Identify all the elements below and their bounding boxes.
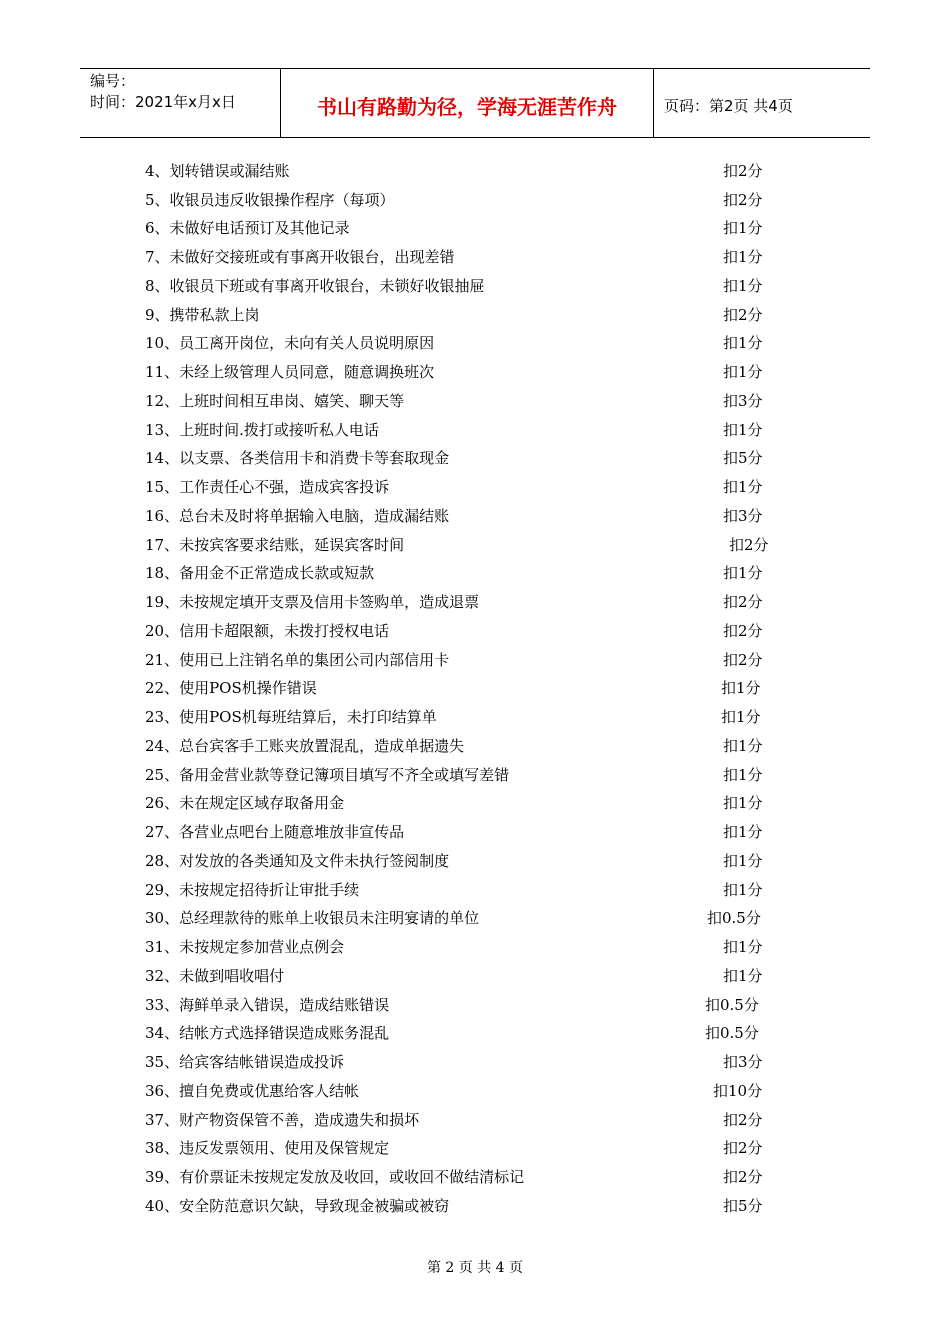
list-item: [145, 616, 785, 645]
list-item: [145, 789, 785, 818]
item-score: 扣3分: [723, 1053, 763, 1072]
list-item: [145, 1134, 785, 1163]
page-indicator: 页码：第2页 共4页: [664, 96, 793, 115]
item-text: 30、总经理款待的账单上收银员未注明宴请的单位: [145, 909, 480, 928]
item-text: 40、安全防范意识欠缺，导致现金被骗或被窃: [145, 1196, 450, 1215]
list-item: [145, 1105, 785, 1134]
item-text: 7、未做好交接班或有事离开收银台，出现差错: [145, 248, 455, 267]
item-text: 22、使用POS机操作错误: [145, 679, 317, 698]
item-score: 扣5分: [723, 449, 763, 468]
item-score: 扣1分: [721, 679, 761, 698]
item-score: 扣1分: [723, 880, 763, 899]
list-item: [145, 731, 785, 760]
item-text: 23、使用POS机每班结算后，未打印结算单: [145, 708, 437, 727]
time-label: 时间：2021年x月x日: [90, 93, 236, 111]
item-text: 4、划转错误或漏结账: [145, 161, 290, 180]
item-text: 32、未做到唱收唱付: [145, 966, 285, 985]
item-score: 扣2分: [723, 621, 763, 640]
item-text: 9、携带私款上岗: [145, 305, 260, 324]
list-item: [145, 271, 785, 300]
deduction-list: [145, 156, 785, 1220]
list-item: [145, 415, 785, 444]
list-item: [145, 242, 785, 271]
list-item: [145, 530, 785, 559]
item-text: 21、使用已上注销名单的集团公司内部信用卡: [145, 650, 450, 669]
item-score: 扣0.5分: [705, 1024, 759, 1043]
item-score: 扣0.5分: [707, 909, 761, 928]
item-text: 25、备用金营业款等登记簿项目填写不齐全或填写差错: [145, 765, 510, 784]
item-score: 扣1分: [721, 708, 761, 727]
list-item: [145, 1019, 785, 1048]
item-score: 扣1分: [723, 420, 763, 439]
item-score: 扣1分: [723, 334, 763, 353]
list-item: [145, 702, 785, 731]
list-item: [145, 1076, 785, 1105]
item-text: 24、总台宾客手工账夹放置混乱，造成单据遗失: [145, 736, 465, 755]
list-item: [145, 501, 785, 530]
item-text: 35、给宾客结帐错误造成投诉: [145, 1053, 345, 1072]
list-item: [145, 185, 785, 214]
item-score: 扣1分: [723, 851, 763, 870]
list-item: [145, 472, 785, 501]
list-item: [145, 846, 785, 875]
page-footer: 第 2 页 共 4 页: [426, 1260, 524, 1276]
list-item: [145, 645, 785, 674]
item-score: 扣1分: [723, 966, 763, 985]
item-text: 17、未按宾客要求结账，延误宾客时间: [145, 535, 405, 554]
item-score: 扣1分: [723, 219, 763, 238]
list-item: [145, 214, 785, 243]
item-text: 39、有价票证未按规定发放及收回，或收回不做结清标记: [145, 1168, 525, 1187]
item-text: 15、工作责任心不强，造成宾客投诉: [145, 478, 390, 497]
item-score: 扣1分: [723, 794, 763, 813]
item-score: 扣2分: [723, 593, 763, 612]
item-text: 14、以支票、各类信用卡和消费卡等套取现金: [145, 449, 450, 468]
item-text: 26、未在规定区域存取备用金: [145, 794, 345, 813]
list-item: [145, 875, 785, 904]
list-item: [145, 1191, 785, 1220]
item-score: 扣1分: [723, 765, 763, 784]
item-text: 38、违反发票领用、使用及保管规定: [145, 1139, 390, 1158]
number-label: 编号：: [90, 72, 136, 90]
item-text: 29、未按规定招待折让审批手续: [145, 880, 360, 899]
item-score: 扣1分: [723, 478, 763, 497]
item-score: 扣2分: [723, 1110, 763, 1129]
item-score: 扣1分: [723, 276, 763, 295]
list-item: [145, 961, 785, 990]
item-text: 6、未做好电话预订及其他记录: [145, 219, 350, 238]
item-score: 扣1分: [723, 564, 763, 583]
list-item: [145, 932, 785, 961]
item-score: 扣2分: [723, 1168, 763, 1187]
item-text: 10、员工离开岗位，未向有关人员说明原因: [145, 334, 435, 353]
header-meta: [80, 69, 281, 137]
list-item: [145, 817, 785, 846]
list-item: [145, 990, 785, 1019]
item-score: 扣10分: [713, 1081, 763, 1100]
item-text: 31、未按规定参加营业点例会: [145, 938, 345, 957]
list-item: [145, 587, 785, 616]
item-text: 5、收银员违反收银操作程序（每项）: [145, 190, 395, 209]
item-text: 36、擅自免费或优惠给客人结帐: [145, 1081, 360, 1100]
item-text: 11、未经上级管理人员同意，随意调换班次: [145, 363, 435, 382]
item-score: 扣3分: [723, 506, 763, 525]
item-score: 扣3分: [723, 391, 763, 410]
item-text: 19、未按规定填开支票及信用卡签购单，造成退票: [145, 593, 480, 612]
item-score: 扣5分: [723, 1196, 763, 1215]
list-item: [145, 156, 785, 185]
item-text: 20、信用卡超限额，未拨打授权电话: [145, 621, 390, 640]
list-item: [145, 559, 785, 588]
item-text: 37、财产物资保管不善，造成遗失和损坏: [145, 1110, 420, 1129]
list-item: [145, 444, 785, 473]
item-text: 16、总台未及时将单据输入电脑，造成漏结账: [145, 506, 450, 525]
list-item: [145, 674, 785, 703]
list-item: [145, 760, 785, 789]
item-text: 12、上班时间相互串岗、嬉笑、聊天等: [145, 391, 405, 410]
list-item: [145, 1047, 785, 1076]
list-item: [145, 329, 785, 358]
item-text: 28、对发放的各类通知及文件未执行签阅制度: [145, 851, 450, 870]
list-item: [145, 386, 785, 415]
item-text: 13、上班时间.拨打或接听私人电话: [145, 420, 379, 439]
item-score: 扣1分: [723, 823, 763, 842]
list-item: [145, 904, 785, 933]
list-item: [145, 300, 785, 329]
item-score: 扣2分: [723, 190, 763, 209]
list-item: [145, 1162, 785, 1191]
item-text: 8、收银员下班或有事离开收银台，未锁好收银抽屉: [145, 276, 485, 295]
item-score: 扣1分: [723, 938, 763, 957]
item-text: 18、备用金不正常造成长款或短款: [145, 564, 375, 583]
item-score: 扣2分: [729, 535, 769, 554]
item-text: 27、各营业点吧台上随意堆放非宣传品: [145, 823, 405, 842]
item-score: 扣1分: [723, 736, 763, 755]
item-score: 扣1分: [723, 363, 763, 382]
item-text: 33、海鲜单录入错误，造成结账错误: [145, 995, 390, 1014]
list-item: [145, 357, 785, 386]
item-score: 扣0.5分: [705, 995, 759, 1014]
item-score: 扣2分: [723, 1139, 763, 1158]
item-text: 34、结帐方式选择错误造成账务混乱: [145, 1024, 390, 1043]
motto: 书山有路勤为径，学海无涯苦作舟: [281, 69, 654, 137]
item-score: 扣2分: [723, 650, 763, 669]
item-score: 扣2分: [723, 305, 763, 324]
item-score: 扣2分: [723, 161, 763, 180]
item-score: 扣1分: [723, 248, 763, 267]
page-header: [80, 68, 870, 138]
